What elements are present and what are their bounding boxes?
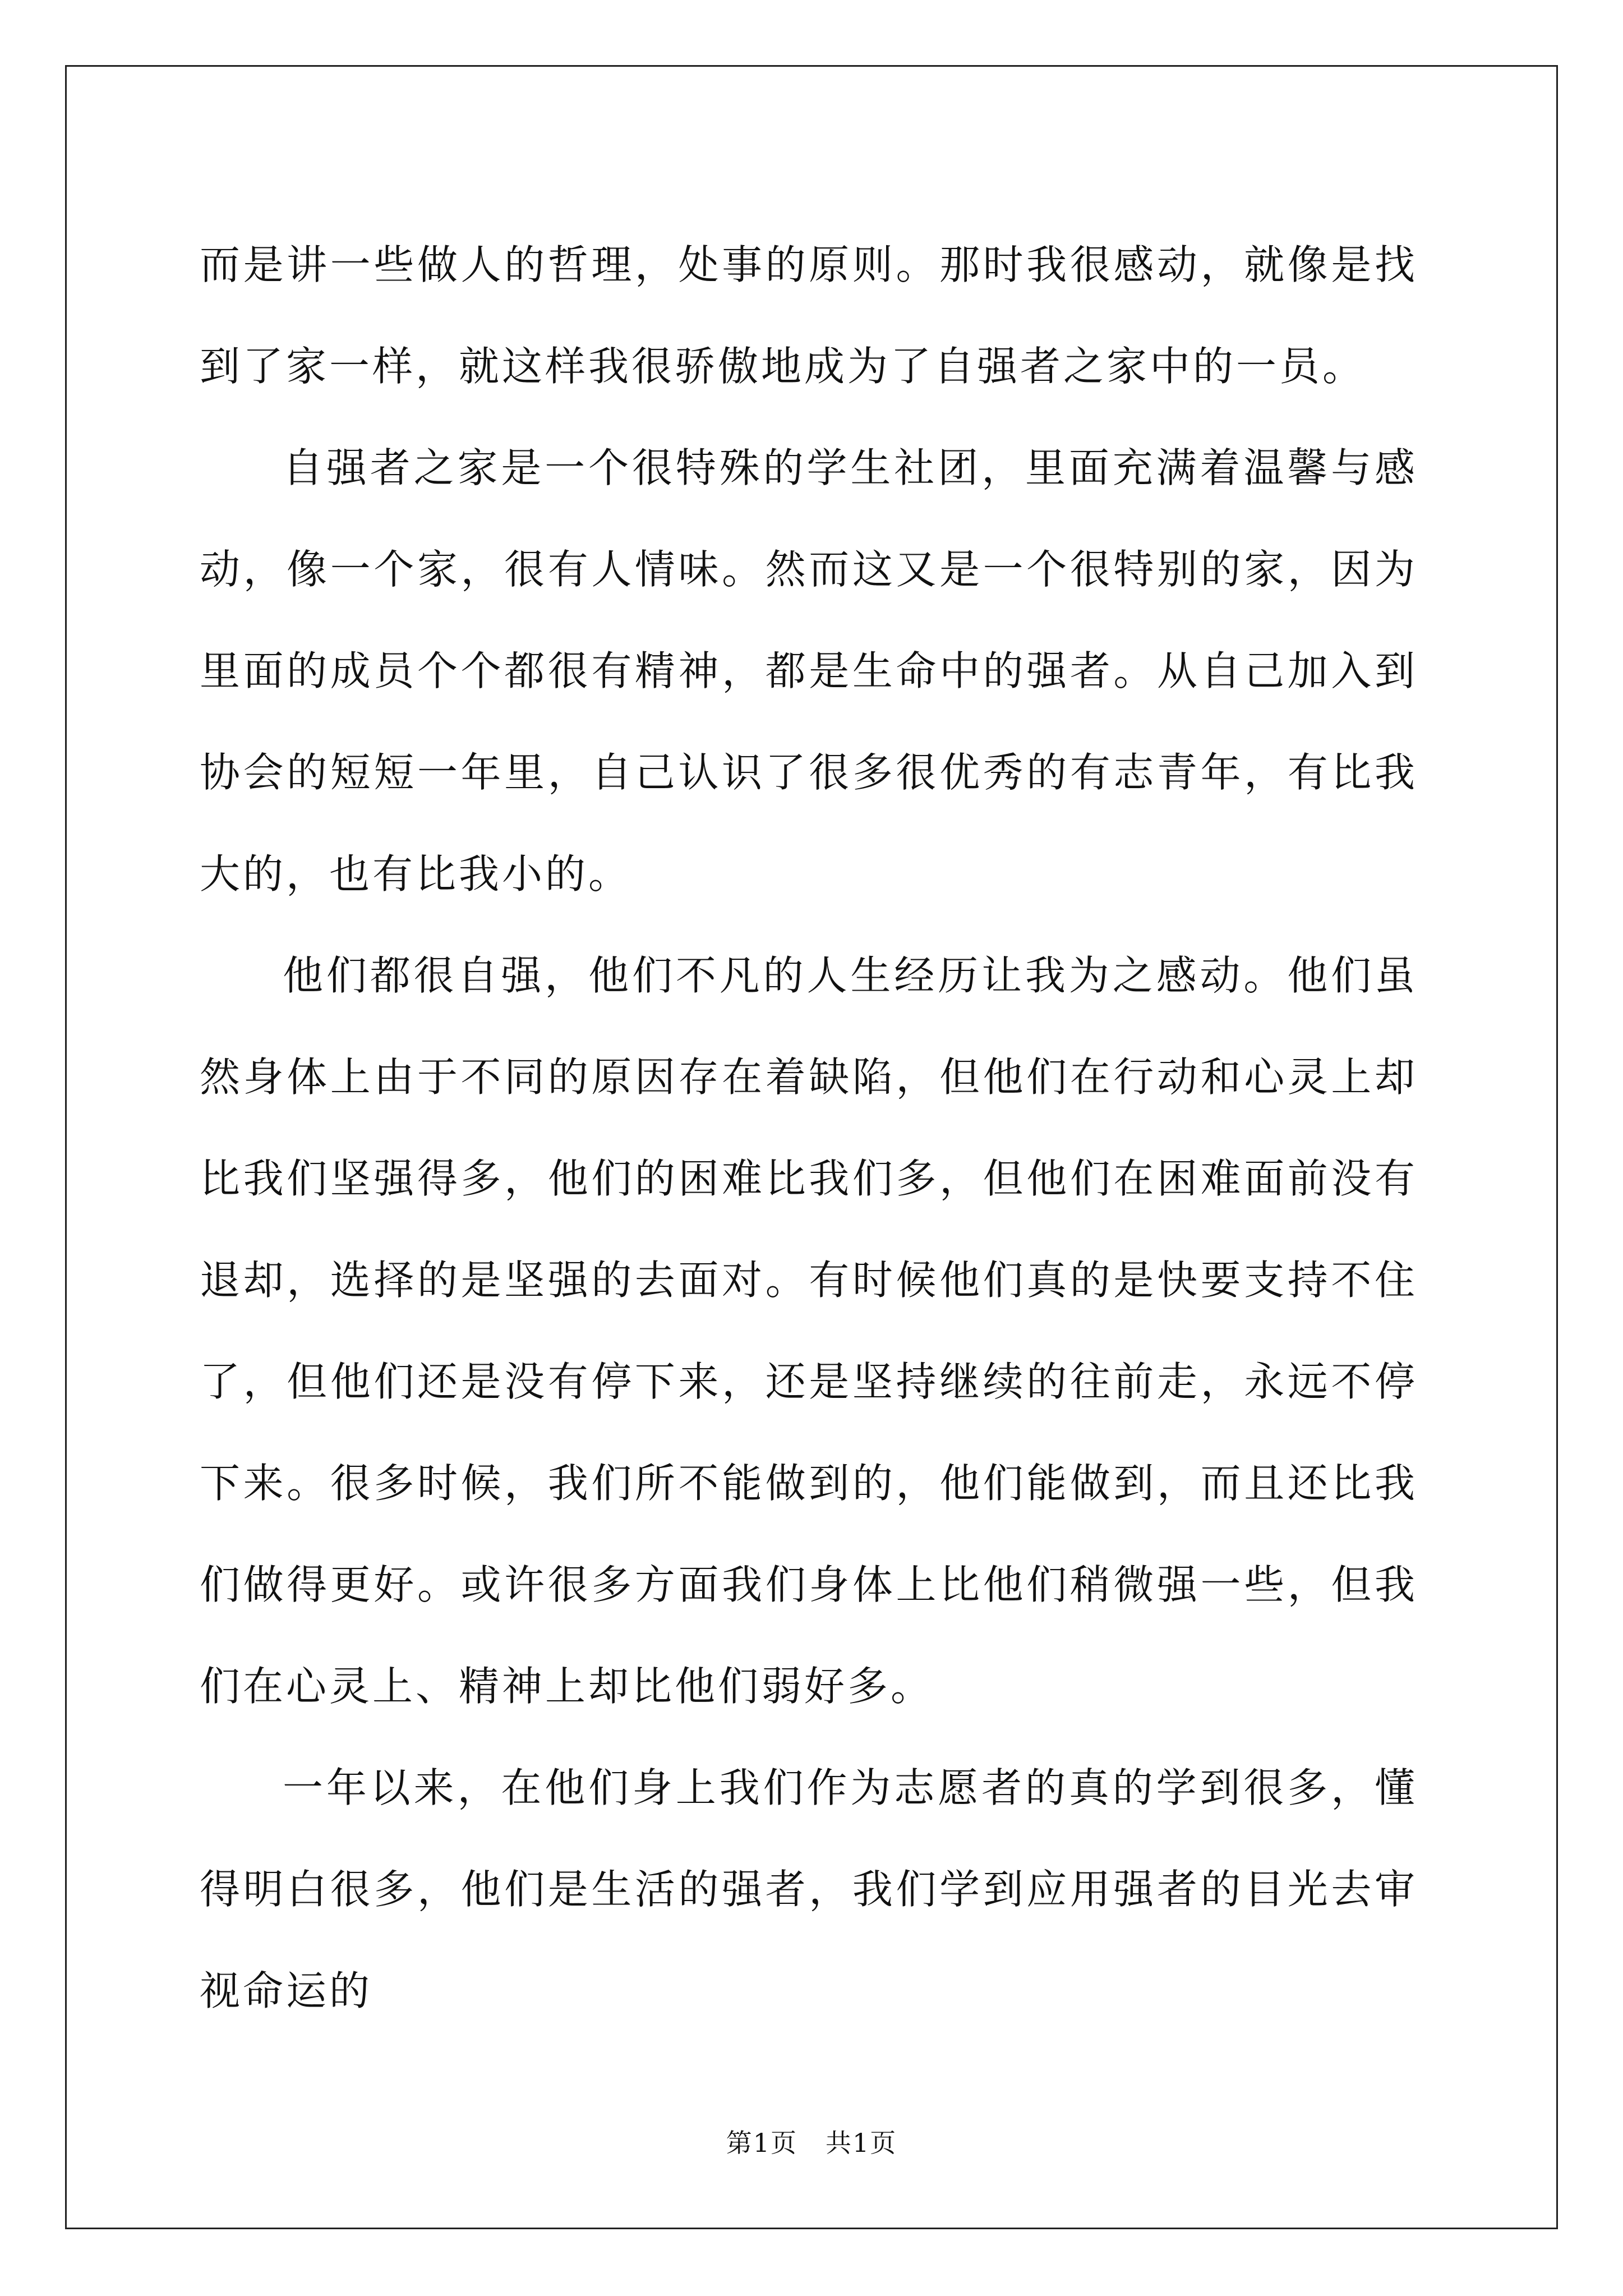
paragraph-1: 而是讲一些做人的哲理，处事的原则。那时我很感动，就像是找到了家一样，就这样我很骄傲地成为了自强者之家中的一员。 bbox=[200, 241, 1418, 390]
page-number: 第1页 bbox=[726, 2128, 797, 2158]
paragraph-3: 他们都很自强，他们不凡的人生经历让我为之感动。他们虽然身体上由于不同的原因存在着缺陷，但他们在行动和心灵上却比我们坚强得多，他们的困难比我们多，但他们在困难面前没有退却，选择的是坚强的去面对。有时候他们真的是快要支持不住了，但他们还是没有停下来，还是坚持继续的往前走，永远不停下来。很多时候，我们所不能做到的，他们能做到，而且还比我们做得更好。或许很多方面我们身体上比他们稍微强一些，但我们在心灵上、精神上却比他们弱好多。 bbox=[200, 952, 1418, 1710]
paragraph-4: 一年以来，在他们身上我们作为志愿者的真的学到很多，懂得明白很多，他们是生活的强者，我们学到应用强者的目光去审视命运的 bbox=[200, 1764, 1418, 2014]
page-total: 共1页 bbox=[826, 2128, 897, 2158]
document-body bbox=[200, 214, 1418, 2042]
page-footer bbox=[0, 2126, 1623, 2160]
paragraph-2: 自强者之家是一个很特殊的学生社团，里面充满着温馨与感动，像一个家，很有人情味。然而这又是一个很特别的家，因为里面的成员个个都很有精神，都是生命中的强者。从自己加入到协会的短短一年里，自己认识了很多很优秀的有志青年，有比我大的，也有比我小的。 bbox=[200, 444, 1418, 898]
